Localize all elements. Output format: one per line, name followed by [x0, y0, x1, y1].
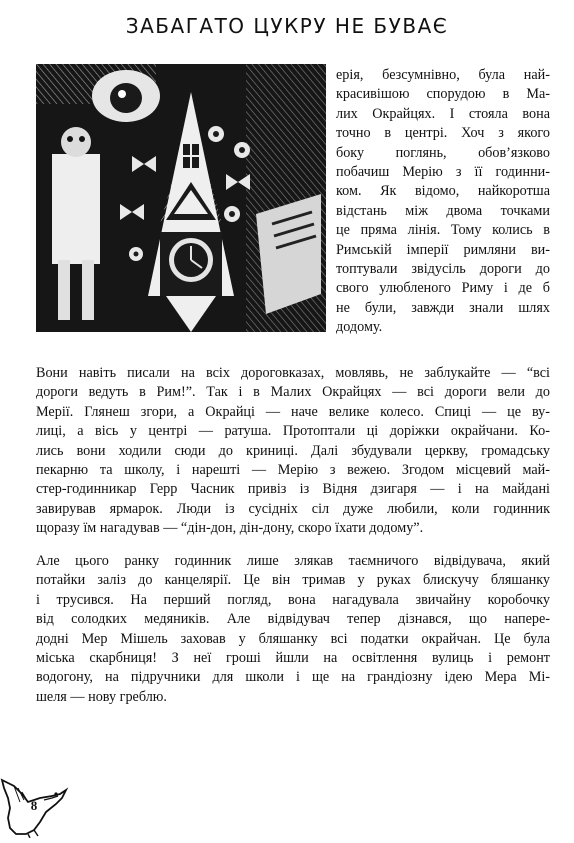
text-line: дороги ведуть в Рим!”. Так і в Малих Окрайцях — всі дороги вели до	[36, 384, 550, 401]
text-line: не були, завжди знали шлях	[336, 299, 550, 316]
text-line: потайки заліз до канцелярії. Це він тримав у руках блискучу бляшанку	[36, 572, 550, 589]
chapter-illustration	[36, 64, 326, 332]
side-text-column	[336, 66, 550, 338]
text-line: Мерії. Глянеш згори, а Окрайці — наче велике колесо. Спиці — це ву-	[36, 403, 550, 420]
text-line: Римській імперії римляни ви-	[336, 241, 550, 258]
text-line: ерія, безсумнівно, була най-	[336, 67, 550, 83]
text-line: ком. Як відомо, найкоротша	[336, 183, 550, 200]
text-line: водогону, на підручники для школи і ще на грандіозну ідею Мера Мі-	[36, 669, 550, 686]
text-line: додні Мер Мішель заховав у бляшанку всі податки окрайчан. Це була	[36, 630, 550, 647]
text-line: завирував ярмарок. Люди із сусідніх сіл дуже любили, коли годинник	[36, 500, 550, 517]
page-number: 8	[30, 798, 38, 813]
text-line: міська скарбниця! З неї гроші йшли на освітлення вулиць і ремонт	[36, 650, 550, 667]
text-line: щоразу їм нагадував — “дін-дон, дін-дону, скоро їхати додому”.	[36, 520, 424, 537]
text-line: це пряма лінія. Тому колись в	[336, 222, 550, 239]
text-line: лись вони ходили сюди до криниці. Далі збудували церкву, громадську	[36, 442, 550, 459]
text-line: від солодких медяників. Але відвідувач тепер дізнався, що напере-	[36, 611, 550, 628]
text-line: точно в центрі. Хоч з якого	[336, 125, 550, 142]
text-line: Вони навіть писали на всіх дороговказах, мовлявь, не заблукайте — “всі	[36, 365, 550, 381]
text-line: стер-годинникар Герр Часник привіз із Відня дзигаря — і на майдані	[36, 481, 550, 498]
text-line: і трусився. На перший погляд, вона нагадувала звичайну коробочку	[36, 591, 550, 608]
text-line: боку поглянь, обов’язково	[336, 144, 550, 161]
paragraph-rome	[36, 364, 550, 539]
text-line: красивішою спорудою в Ма-	[336, 86, 550, 103]
text-line: шеля — нову греблю.	[36, 688, 167, 705]
text-line: Але цього ранку годинник лише злякав таємничого відвідувача, який	[36, 553, 550, 569]
text-line: топтували звідусіль дороги до	[336, 261, 550, 278]
text-line: відстань між двома точками	[336, 202, 550, 219]
text-line: додому.	[336, 319, 383, 336]
text-line: пекарню та школу, і нарешті — Мерію з вежею. Згодом місцевий май-	[36, 462, 550, 479]
text-line: лих Окрайцях. І стояла вона	[336, 105, 550, 122]
text-line: лиці, а вісь у центрі — ратуша. Протоптали ці доріжки окрайчани. Ко-	[36, 423, 550, 440]
text-line: свого улюбленого Риму і де б	[336, 280, 550, 297]
text-line: побачиш Мерію з її годинни-	[336, 164, 550, 181]
paragraph-visitor	[36, 552, 550, 707]
page-title: ЗАБАГАТО ЦУКРУ НЕ БУВАЄ	[125, 14, 449, 38]
